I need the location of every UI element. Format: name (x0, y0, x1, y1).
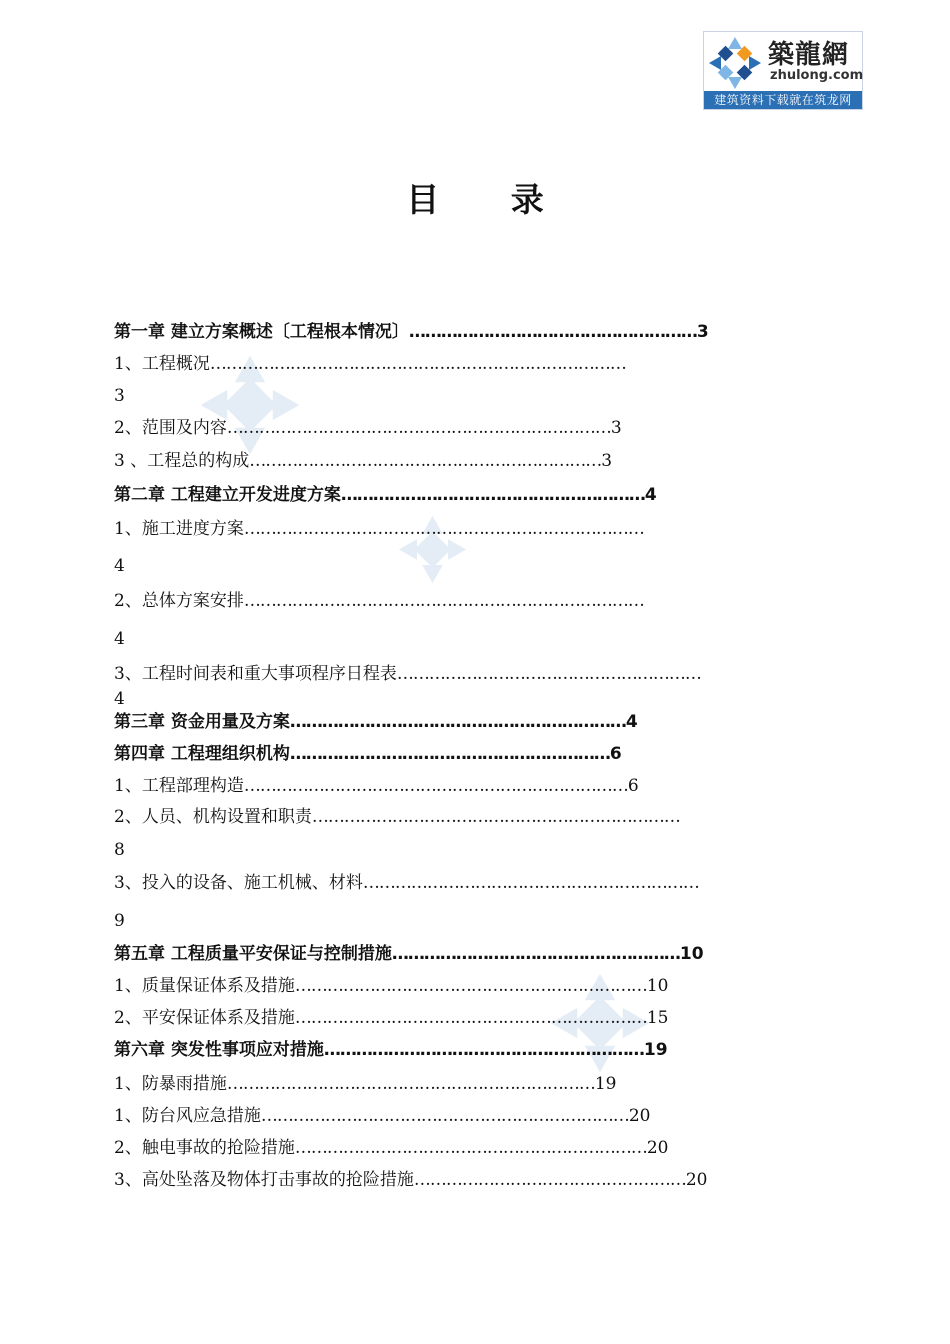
toc-entry[interactable]: 1、工程概况…………………………………………………………………… (114, 354, 626, 374)
toc-page-number: 3 (114, 386, 125, 406)
toc-entry[interactable]: 1、防暴雨措施……………………………………………………………19 (114, 1074, 617, 1094)
toc-entry[interactable]: 1、防台风应急措施……………………………………………………………20 (114, 1106, 651, 1126)
logo-name: 築龍網 (768, 40, 850, 70)
toc-entry[interactable]: 第四章 工程理组织机构……………………………………………………6 (114, 744, 622, 764)
logo-snowflake-icon (706, 35, 764, 91)
toc-entry[interactable]: 1、工程部理构造………………………………………………………………6 (114, 776, 639, 796)
toc-page-number: 4 (114, 629, 125, 649)
zhulong-logo (703, 31, 863, 110)
toc-page-number: 9 (114, 911, 125, 931)
toc-page-number: 4 (114, 689, 125, 709)
toc-entry[interactable]: 第五章 工程质量平安保证与控制措施………………………………………………10 (114, 944, 704, 964)
toc-page-number: 4 (114, 556, 125, 576)
toc-entry[interactable]: 2、平安保证体系及措施…………………………………………………………15 (114, 1008, 669, 1028)
toc-entry[interactable]: 第三章 资金用量及方案………………………………………………………4 (114, 712, 638, 732)
toc-entry[interactable]: 第六章 突发性事项应对措施……………………………………………………19 (114, 1040, 668, 1060)
logo-domain: zhulong.com (770, 68, 864, 83)
toc-entry[interactable]: 2、人员、机构设置和职责…………………………………………………………… (114, 807, 680, 827)
toc-entry[interactable]: 第一章 建立方案概述〔工程根本情况〕………………………………………………3 (114, 322, 709, 342)
toc-entry[interactable]: 3、工程时间表和重大事项程序日程表………………………………………………… (114, 664, 701, 684)
page-title: 目 录 (406, 180, 574, 219)
toc-entry[interactable]: 2、范围及内容………………………………………………………………3 (114, 418, 622, 438)
toc-entry[interactable]: 1、质量保证体系及措施…………………………………………………………10 (114, 976, 669, 996)
toc-entry[interactable]: 1、施工进度方案………………………………………………………………… (114, 519, 644, 539)
toc-entry[interactable]: 3、高处坠落及物体打击事故的抢险措施……………………………………………20 (114, 1170, 708, 1190)
toc-entry[interactable]: 2、总体方案安排………………………………………………………………… (114, 591, 644, 611)
toc-entry[interactable]: 2、触电事故的抢险措施…………………………………………………………20 (114, 1138, 669, 1158)
toc-entry[interactable]: 3 、工程总的构成…………………………………………………………3 (114, 451, 613, 471)
toc-entry[interactable]: 3、投入的设备、施工机械、材料……………………………………………………… (114, 873, 699, 893)
toc-entry[interactable]: 第二章 工程建立开发进度方案…………………………………………………4 (114, 485, 657, 505)
toc-page-number: 8 (114, 840, 125, 860)
logo-slogan: 建筑资料下载就在筑龙网 (704, 91, 862, 109)
